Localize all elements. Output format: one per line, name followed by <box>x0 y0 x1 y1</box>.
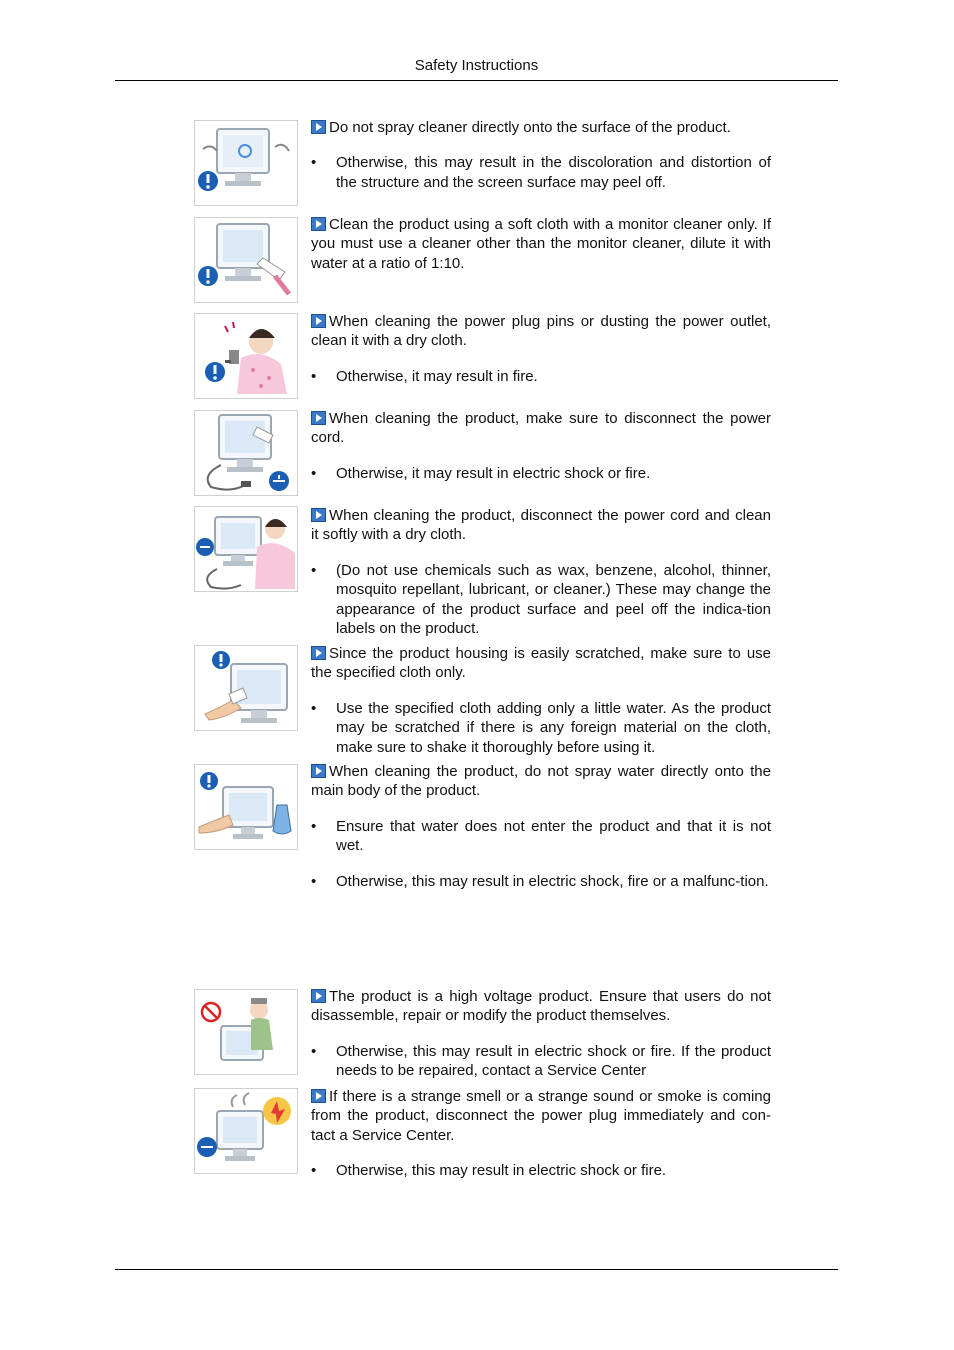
item-3-bullet-0: • Otherwise, it may result in electric shock or fire. <box>311 464 771 483</box>
item-6-lead: When cleaning the product, do not spray water directly onto the main body of the product. <box>311 763 771 800</box>
play-triangle-icon <box>311 646 326 660</box>
item-3 <box>311 409 771 483</box>
item-5-bullet-0: • Use the specified cloth adding only a little water. As the product may be scratched if there is any foreign material on the cloth, make sure to shake it thoroughly before using it. <box>311 699 771 757</box>
item-0 <box>311 118 771 192</box>
item-3-lead: When cleaning the product, make sure to disconnect the power cord. <box>311 410 771 447</box>
item-5 <box>311 644 771 757</box>
item-2 <box>311 312 771 386</box>
item-6 <box>311 762 771 891</box>
item-0-bullet-0: • Otherwise, this may result in the discoloration and distortion of the structure and the screen surface may peel off. <box>311 153 771 192</box>
play-triangle-icon <box>311 989 326 1003</box>
play-triangle-icon <box>311 120 326 134</box>
power-plug-cleaning-illustration <box>194 313 298 399</box>
specified-cloth-illustration <box>194 645 298 731</box>
cleaner-spray-illustration <box>194 120 298 206</box>
disconnect-cord-illustration <box>194 410 298 496</box>
item-4-bullet-0: • (Do not use chemicals such as wax, benzene, alcohol, thinner, mosquito repellant, lubricant, or cleaner.) These may change the appearance of the product surface and peel off the indica-tion labels on the product. <box>311 561 771 639</box>
item-4-lead: When cleaning the product, disconnect the power cord and clean it softly with a dry cloth. <box>311 507 771 544</box>
footer-rule <box>115 1269 838 1270</box>
header-rule <box>115 80 838 81</box>
play-triangle-icon <box>311 217 326 231</box>
item-7-lead: The product is a high voltage product. Ensure that users do not disassemble, repair or modify the product themselves. <box>311 988 771 1025</box>
page-header: Safety Instructions <box>414 57 539 74</box>
item-2-lead: When cleaning the power plug pins or dusting the power outlet, clean it with a dry cloth. <box>311 313 771 350</box>
play-triangle-icon <box>311 764 326 778</box>
water-spray-illustration <box>194 764 298 850</box>
item-8 <box>311 1087 771 1181</box>
play-triangle-icon <box>311 1089 326 1103</box>
item-2-bullet-0: • Otherwise, it may result in fire. <box>311 367 771 386</box>
high-voltage-illustration <box>194 989 298 1075</box>
item-0-lead: Do not spray cleaner directly onto the surface of the product. <box>329 119 731 136</box>
item-1 <box>311 215 771 273</box>
item-7 <box>311 987 771 1081</box>
play-triangle-icon <box>311 411 326 425</box>
item-6-bullet-1: • Otherwise, this may result in electric shock, fire or a malfunc-tion. <box>311 872 771 891</box>
dry-cloth-illustration <box>194 506 298 592</box>
play-triangle-icon <box>311 508 326 522</box>
item-8-bullet-0: • Otherwise, this may result in electric shock or fire. <box>311 1161 771 1180</box>
strange-smell-illustration <box>194 1088 298 1174</box>
item-7-bullet-0: • Otherwise, this may result in electric shock or fire. If the product needs to be repaired, contact a Service Center <box>311 1042 771 1081</box>
item-8-lead: If there is a strange smell or a strange sound or smoke is coming from the product, disconnect the power plug immediately and con-tact a Service Center. <box>311 1088 771 1144</box>
item-4 <box>311 506 771 638</box>
item-5-lead: Since the product housing is easily scratched, make sure to use the specified cloth only. <box>311 645 771 682</box>
play-triangle-icon <box>311 314 326 328</box>
item-1-lead: Clean the product using a soft cloth with a monitor cleaner only. If you must use a cleaner other than the monitor cleaner, dilute it with water at a ratio of 1:10. <box>311 216 771 272</box>
item-6-bullet-0: • Ensure that water does not enter the product and that it is not wet. <box>311 817 771 856</box>
soft-cloth-illustration <box>194 217 298 303</box>
